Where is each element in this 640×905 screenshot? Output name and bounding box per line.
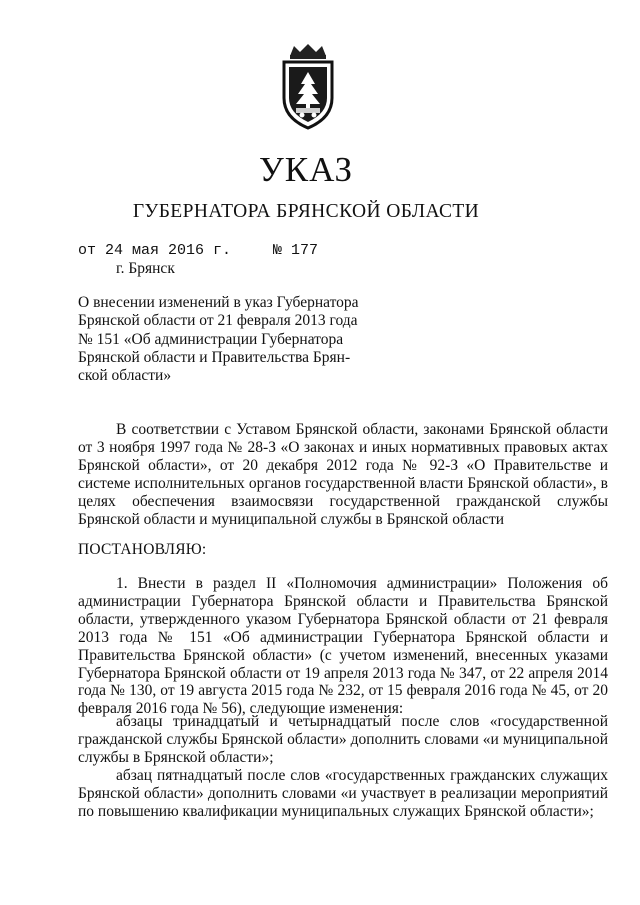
caption-line: ской области» xyxy=(78,367,172,385)
decree-number: № 177 xyxy=(273,242,319,259)
decree-date: от 24 мая 2016 г. xyxy=(78,242,232,259)
caption-line: № 151 «Об администрации Губернатора xyxy=(78,330,344,348)
issuer-subtitle: ГУБЕРНАТОРА БРЯНСКОЙ ОБЛАСТИ xyxy=(132,201,480,222)
coat-of-arms-icon xyxy=(276,42,340,132)
decree-city: г. Брянск xyxy=(116,260,175,277)
page-title: УКАЗ xyxy=(258,150,354,189)
decree-caption xyxy=(78,294,359,385)
caption-line: О внесении изменений в указ Губернатора xyxy=(78,294,359,311)
item-1-paragraph: 1. Внести в раздел II «Полномочия администрации» Положения об администрации Губернатора Брянской области и Правительства Брянской области, утвержденного указом Губернатора Брянской области от 21 февраля 2013 года № 151 «Об администрации Губернатора Брянской области и Правительства Брянской области» (с учетом изменений, внесенных указами Губернатора Брянской области от 19 апреля 2013 года № 347, от 22 апреля 2014 года № 130, от 19 августа 2015 года № 232, от 15 февраля 2016 года № 45, от 20 февраля 2016 года № 56), следующие изменения: xyxy=(78,575,608,718)
caption-line: Брянской области от 21 февраля 2013 года xyxy=(78,312,358,330)
preamble-paragraph: В соответствии с Уставом Брянской области, законами Брянской области от 3 ноября 1997 года № 28-З «О законах и иных нормативных правовых актах Брянской области», от 20 декабря 2012 года № 92-З «О Правительстве и системе исполнительных органов государственной власти Брянской области», в целях обеспечения взаимосвязи государственной гражданской службы Брянской области и муниципальной службы в Брянской области xyxy=(78,421,608,528)
decree-heading: ПОСТАНОВЛЯЮ: xyxy=(78,541,207,558)
caption-line: Брянской области и Правительства Брян- xyxy=(78,348,351,366)
sub-paragraph-2: абзац пятнадцатый после слов «государственных гражданских служащих Брянской области» дополнить словами «и участвует в реализации мероприятий по повышению квалификации муниципальных служащих Брянской области»; xyxy=(78,767,608,820)
sub-paragraph-1: абзацы тринадцатый и четырнадцатый после слов «государственной гражданской службы Брянской области» дополнить словами «и муниципальной службы в Брянской области»; xyxy=(78,713,608,766)
